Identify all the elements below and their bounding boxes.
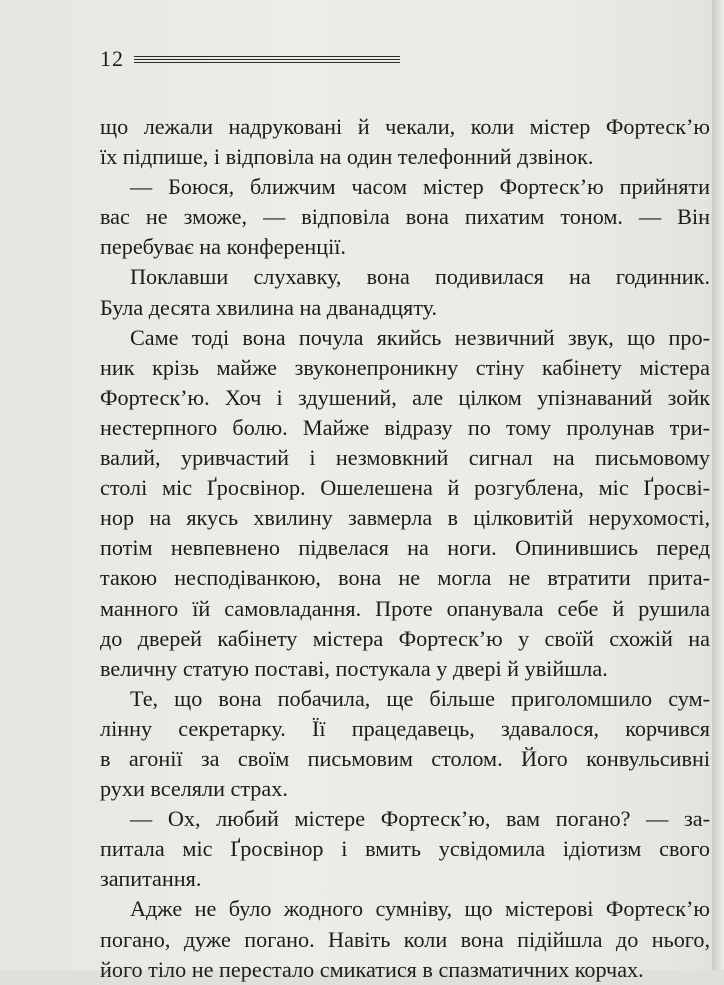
- text-line: що лежали надруковані й чекали, коли містер Фортеск’ю: [100, 114, 710, 139]
- text-line: до дверей кабінету містера Фортеск’ю у своїй схожій на: [100, 625, 710, 651]
- header-rule: [134, 56, 400, 66]
- text-line: Була десята хвилина на дванадцяту.: [100, 294, 438, 320]
- paragraph: [100, 172, 710, 262]
- text-line: Поклавши слухавку, вона подивилася на годинник.: [130, 264, 710, 290]
- text-line: перебуває на конференції.: [100, 234, 346, 260]
- text-line: рухи вселяли страх.: [100, 776, 288, 802]
- text-line: ник крізь майже звуконепроникну стіну кабінету містера: [100, 354, 710, 380]
- text-line: питала міс Ґросвінор і вмить усвідомила ідіотизм свого: [100, 836, 710, 862]
- paragraph: [100, 262, 710, 322]
- text-line: потім невпевнено підвелася на ноги. Опинившись перед: [100, 535, 710, 561]
- text-line: валий, уривчастий і незмовкний сигнал на письмовому: [100, 445, 710, 471]
- text-line: столі міс Ґросвінор. Ошелешена й розгублена, міс Ґросві-: [100, 475, 710, 501]
- text-line: їх підпише, і відповіла на один телефонний дзвінок.: [100, 144, 594, 170]
- text-line: Адже не було жодного сумніву, що містерові Фортеск’ю: [130, 896, 710, 922]
- body-text: [100, 112, 710, 985]
- paragraph: [100, 804, 710, 894]
- paragraph: [100, 894, 710, 984]
- text-line: величну статую поставі, постукала у двері й увійшла.: [100, 655, 608, 681]
- text-line: Саме тоді вона почула якийсь незвичний звук, що про-: [130, 324, 710, 350]
- page-edge: [712, 0, 724, 970]
- paragraph: [100, 112, 710, 172]
- text-line: нестерпного болю. Майже відразу по тому пролунав три-: [100, 414, 710, 440]
- text-line: його тіло не перестало смикатися в спазматичних корчах.: [100, 956, 644, 982]
- text-line: вас не зможе, — відповіла вона пихатим тоном. — Він: [100, 204, 710, 230]
- text-line: манного їй самовладання. Проте опанувала себе й рушила: [100, 595, 710, 621]
- text-line: в агонії за своїм письмовим столом. Його конвульсивні: [100, 745, 710, 771]
- paragraph: [100, 684, 710, 804]
- paragraph: [100, 323, 710, 684]
- text-line: — Ох, любий містере Фортеск’ю, вам погано? — за-: [130, 806, 710, 832]
- text-line: Фортеск’ю. Хоч і здушений, але цілком упізнаваний зойк: [100, 384, 710, 410]
- text-line: — Боюся, ближчим часом містер Фортеск’ю прийняти: [130, 174, 710, 200]
- page-header: [100, 46, 420, 72]
- text-line: запитання.: [100, 866, 202, 892]
- page-number: 12: [100, 46, 124, 71]
- text-line: нор на якусь хвилину завмерла в цілковитій нерухомості,: [100, 505, 710, 531]
- text-line: лінну секретарку. Її працедавець, здавалося, корчився: [100, 715, 710, 741]
- text-line: Те, що вона побачила, ще більше приголомшило сум-: [130, 685, 710, 711]
- text-line: погано, дуже погано. Навіть коли вона підійшла до нього,: [100, 926, 710, 952]
- text-line: такою несподіванкою, вона не могла не втратити прита-: [100, 565, 710, 591]
